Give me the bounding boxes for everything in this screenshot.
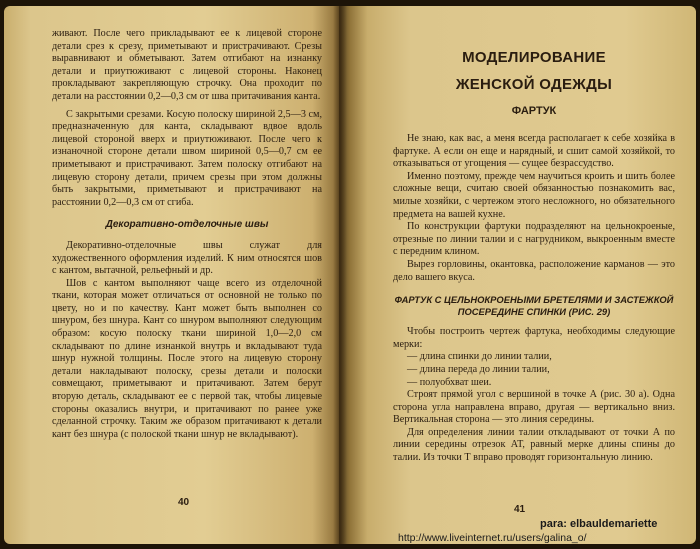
chapter-title-line: ЖЕНСКОЙ ОДЕЖДЫ xyxy=(455,76,613,93)
paragraph: Вырез горловины, окантовка, расположение карманов — это дело вашего вкуса. xyxy=(393,258,675,283)
paragraph: Для определения линии талии откладывают от точки А по линии середины отрезок АТ, равный мерке длины спины до талии. Из точки Т вправо проводят горизонтальную линию. xyxy=(393,426,675,464)
paragraph: Декоративно-отделочные швы служат для художественного оформления изделий. К ним относятся шов с кантом, вытачной, рельефный и др. xyxy=(52,239,322,277)
watermark-url: http://www.liveinternet.ru/users/galina_o/ xyxy=(398,532,587,544)
book-gutter xyxy=(333,6,347,544)
chapter-title xyxy=(393,44,675,98)
subheading: ФАРТУК С ЦЕЛЬНОКРОЕНЫМИ БРЕТЕЛЯМИ И ЗАСТЕЖКОЙ ПОСЕРЕДИНЕ СПИНКИ (РИС. 29) xyxy=(394,294,674,318)
paragraph: живают. После чего прикладывают ее к лицевой стороне детали срез к срезу, приметывают и пристрачивают. Срезы выравнивают и обметывают. Затем отгибают на изнанку детали и приутюживают с лицевой стороны. Наконец прокладывают закрепляющую строчку. Она проходит по детали на расстоянии 0,2—0,3 см от шва притачивания канта. xyxy=(52,28,322,102)
paragraph: Шов с кантом выполняют чаще всего из отделочной ткани, которая может отличаться от основной не только по цвету, но и по качеству. Кант может быть выполнен со шнуром, без шнура. Кант со шнуром выполняют следующим образом: косую полоску ткани шириной 1,0—2,0 см складывают по длине изнанкой внутрь и вкладывают туда шнур нужной толщины. После этого на лицевую сторону детали накладывают полоску, срезы детали и полоски совмещают, приметывают и притачивают. Затем берут вторую деталь, складывают ее с первой так, чтобы лицевые стороны оказались внутри, и притачивают по ранее уже сделанной строчку. Таким же образом притачивают к детали кант без шнура (с полоской ткани шнур не вкладывают). xyxy=(52,277,322,440)
left-page-text xyxy=(52,28,322,441)
list-item: — полуобхват шеи. xyxy=(407,376,492,388)
page-number-left: 40 xyxy=(178,497,190,508)
list-item: — длина спинки до линии талии, xyxy=(407,351,552,363)
paragraph: По конструкции фартуки подразделяют на цельнокроеные, отрезные по линии талии и с нагрудником, выкроенным вместе с передним клином. xyxy=(393,221,675,258)
page-number-right: 41 xyxy=(514,504,526,515)
right-page-text xyxy=(393,133,675,465)
paragraph: Именно поэтому, прежде чем научиться кроить и шить более сложные вещи, считаю своей обязанностью познакомить вас, милые хозяйки, с чертежом этого несложного, но обязательного предмета на вашей кухне. xyxy=(393,170,675,220)
paragraph: С закрытыми срезами. Косую полоску шириной 2,5—3 см, предназначенную для канта, складывают вдвое вдоль лицевой стороной вверх и приутюживают. После чего к изнаночной стороне детали швом шириной 0,5—0,7 см ее приметывают и пристрачивают. Затем полоску отгибают на лицевую сторону детали, причем срезы при этом должны быть закрытыми, приметывают и пристрачивают на расстоянии 0,2—0,3 см от сгиба. xyxy=(52,108,322,208)
watermark-credit: para: elbauldemariette xyxy=(540,518,658,530)
paragraph: Строят прямой угол с вершиной в точке А (рис. 30 а). Одна сторона угла направлена вправо, другая — вертикально вниз. Вертикальная сторона — это линия середины. xyxy=(393,389,675,426)
chapter-title-line: МОДЕЛИРОВАНИЕ xyxy=(462,49,606,66)
subheading: Декоративно-отделочные швы xyxy=(105,219,269,231)
paragraph: Чтобы построить чертеж фартука, необходимы следующие мерки: xyxy=(393,326,675,350)
list-item: — длина переда до линии талии, xyxy=(407,363,550,375)
section-title: ФАРТУК xyxy=(511,105,557,117)
paragraph: Не знаю, как вас, а меня всегда располагает к себе хозяйка в фартуке. А если он еще и нарядный, и сшит самой хозяйкой, то отказываться от угощения — сущее безрассудство. xyxy=(393,133,675,170)
